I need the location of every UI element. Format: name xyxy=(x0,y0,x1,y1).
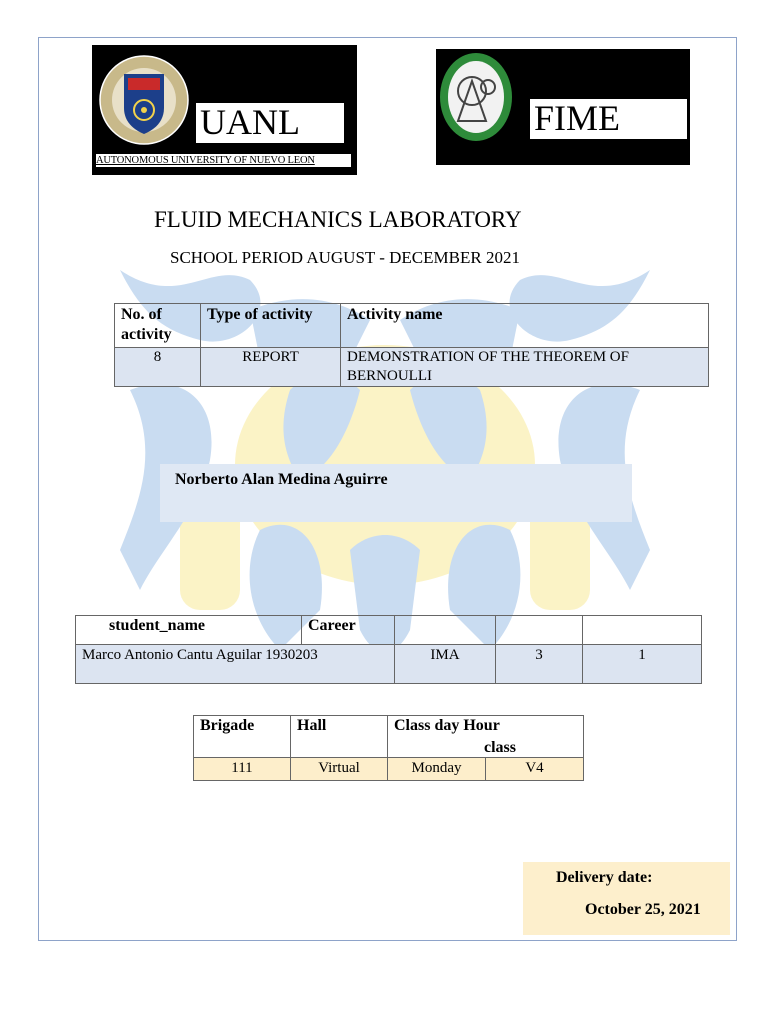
table-header: No. of activity xyxy=(115,304,201,348)
table-header-classday: Class day Hour xyxy=(394,717,500,734)
table-header: Type of activity xyxy=(201,304,341,348)
fime-label: FIME xyxy=(530,99,687,139)
table-header xyxy=(496,616,583,645)
table-cell: DEMONSTRATION OF THE THEOREM OF BERNOULLI xyxy=(341,348,709,387)
uanl-logo xyxy=(92,45,357,175)
table-cell: 3 xyxy=(496,645,583,684)
table-header: Career xyxy=(302,616,395,645)
table-header xyxy=(583,616,702,645)
table-cell: Marco Antonio Cantu Aguilar 1930203 xyxy=(76,645,395,684)
table-cell: Virtual xyxy=(291,758,388,781)
delivery-date: October 25, 2021 xyxy=(585,901,701,918)
table-row xyxy=(76,645,702,684)
table-header-row xyxy=(194,716,584,758)
uanl-label: UANL xyxy=(196,103,344,143)
table-header-row xyxy=(76,616,702,645)
delivery-label: Delivery date: xyxy=(556,869,653,886)
table-row xyxy=(115,348,709,387)
table-cell: REPORT xyxy=(201,348,341,387)
table-header: student_name xyxy=(76,616,302,645)
table-header: Hall xyxy=(291,716,388,758)
fime-seal-icon xyxy=(438,51,514,143)
table-header-class: class xyxy=(484,739,516,756)
student-name-box: Norberto Alan Medina Aguirre xyxy=(160,464,632,522)
table-cell: 1 xyxy=(583,645,702,684)
table-header: Brigade xyxy=(194,716,291,758)
table-header: Activity name xyxy=(341,304,709,348)
table-cell: 111 xyxy=(194,758,291,781)
table-cell: Monday xyxy=(388,758,486,781)
table-header-row xyxy=(115,304,709,348)
table-cell: IMA xyxy=(395,645,496,684)
table-row xyxy=(194,758,584,781)
page-subtitle: SCHOOL PERIOD AUGUST - DECEMBER 2021 xyxy=(170,248,520,267)
student-table xyxy=(75,615,702,684)
table-header xyxy=(395,616,496,645)
uanl-seal-icon xyxy=(98,52,190,148)
brigade-table xyxy=(193,715,584,781)
page-title: FLUID MECHANICS LABORATORY xyxy=(154,207,522,232)
table-cell: 8 xyxy=(115,348,201,387)
table-header xyxy=(388,716,584,758)
delivery-date-box xyxy=(523,862,730,935)
table-cell: V4 xyxy=(486,758,584,781)
fime-logo xyxy=(436,49,690,165)
uanl-subtitle: AUTONOMOUS UNIVERSITY OF NUEVO LEON xyxy=(96,154,351,167)
activity-table xyxy=(114,303,709,387)
